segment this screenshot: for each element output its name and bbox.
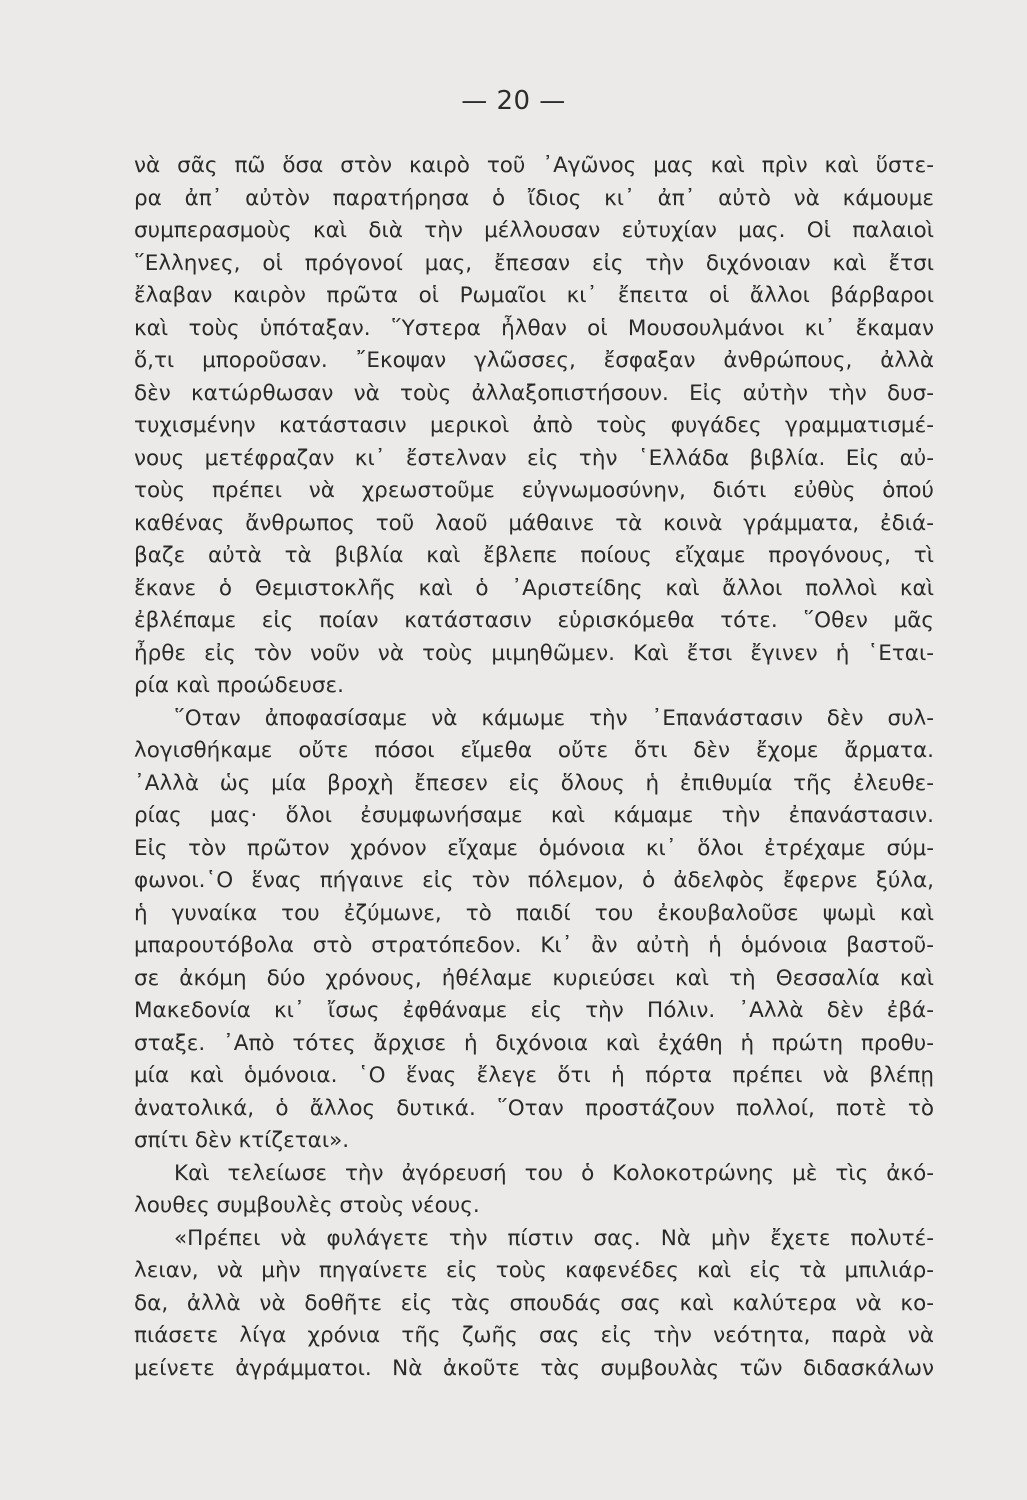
text-line: καθένας ἄνθρωπος τοῦ λαοῦ μάθαινε τὰ κοινὰ γράμματα, ἐδιά- (134, 510, 934, 536)
text-line: ρία καὶ προώδευσε. (134, 673, 344, 698)
text-line: δὲν κατώρθωσαν νὰ τοὺς ἀλλαξοπιστήσουν. Εἰς αὐτὴν τὴν δυσ- (134, 380, 934, 406)
text-line: πιάσετε λίγα χρόνια τῆς ζωῆς σας εἰς τὴν νεότητα, παρὰ νὰ (134, 1323, 934, 1348)
body-text (134, 150, 934, 1385)
text-line: «Πρέπει νὰ φυλάγετε τὴν πίστιν σας. Νὰ μὴν ἔχετε πολυτέ- (174, 1225, 934, 1251)
text-line: νὰ σᾶς πῶ ὅσα στὸν καιρὸ τοῦ ᾽Αγῶνος μας καὶ πρὶν καὶ ὕστε- (134, 153, 934, 178)
text-line: ἔκανε ὁ Θεμιστοκλῆς καὶ ὁ ᾽Αριστείδης καὶ ἄλλοι πολλοὶ καὶ (134, 575, 934, 601)
text-line: σε ἀκόμη δύο χρόνους, ἠθέλαμε κυριεύσει καὶ τὴ Θεσσαλία καὶ (134, 965, 934, 991)
text-line: μπαρουτόβολα στὸ στρατόπεδον. Κι᾽ ἂν αὐτὴ ἡ ὁμόνοια βαστοῦ- (134, 933, 934, 958)
text-line: δα, ἀλλὰ νὰ δοθῆτε εἰς τὰς σπουδάς σας καὶ καλύτερα νὰ κο- (134, 1290, 934, 1316)
text-line: ἀνατολικά, ὁ ἄλλος δυτικά. ῞Οταν προστάζουν πολλοί, ποτὲ τὸ (134, 1095, 934, 1121)
text-line: ρα ἀπ᾽ αὐτὸν παρατήρησα ὁ ἴδιος κι᾽ ἀπ᾽ αὐτὸ νὰ κάμουμε (134, 185, 934, 211)
text-line: μείνετε ἀγράμματοι. Νὰ ἀκοῦτε τὰς συμβουλὰς τῶν διδασκάλων (134, 1355, 934, 1381)
text-line: ῞Οταν ἀποφασίσαμε νὰ κάμωμε τὴν ᾽Επανάστασιν δὲν συλ- (174, 705, 934, 731)
text-line: σταξε. ᾽Απὸ τότες ἄρχισε ἡ διχόνοια καὶ ἐχάθη ἡ πρώτη προθυ- (134, 1030, 934, 1056)
text-line: ἐβλέπαμε εἰς ποίαν κατάστασιν εὑρισκόμεθα τότε. ῞Οθεν μᾶς (134, 608, 934, 633)
text-line: μία καὶ ὁμόνοια. ῾Ο ἕνας ἔλεγε ὅτι ἡ πόρτα πρέπει νὰ βλέπῃ (134, 1063, 934, 1088)
page-number: — 20 — (461, 86, 566, 116)
text-line: σπίτι δὲν κτίζεται». (134, 1128, 350, 1153)
text-line: τοὺς πρέπει νὰ χρεωστοῦμε εὐγνωμοσύνην, διότι εὐθὺς ὁπού (134, 478, 934, 503)
text-line: τυχισμένην κατάστασιν μερικοὶ ἀπὸ τοὺς φυγάδες γραμματισμέ- (134, 413, 934, 438)
text-line: Καὶ τελείωσε τὴν ἀγόρευσή του ὁ Κολοκοτρώνης μὲ τὶς ἀκό- (174, 1160, 934, 1186)
text-line: ἦρθε εἰς τὸν νοῦν νὰ τοὺς μιμηθῶμεν. Καὶ ἔτσι ἔγινεν ἡ ῾Εται- (134, 640, 934, 666)
text-line: καὶ τοὺς ὑπόταξαν. ῞Υστερα ἦλθαν οἱ Μουσουλμάνοι κι᾽ ἔκαμαν (134, 315, 934, 341)
text-line: βαζε αὐτὰ τὰ βιβλία καὶ ἔβλεπε ποίους εἴχαμε προγόνους, τὶ (134, 543, 934, 568)
text-line: λουθες συμβουλὲς στοὺς νέους. (134, 1193, 480, 1218)
text-line: ᾽Αλλὰ ὡς μία βροχὴ ἔπεσεν εἰς ὅλους ἡ ἐπιθυμία τῆς ἐλευθε- (134, 770, 934, 796)
text-line: φωνοι.῾Ο ἕνας πήγαινε εἰς τὸν πόλεμον, ὁ ἀδελφὸς ἔφερνε ξύλα, (134, 868, 934, 893)
text-line: λειαν, νὰ μὴν πηγαίνετε εἰς τοὺς καφενέδες καὶ εἰς τὰ μπιλιάρ- (134, 1258, 934, 1283)
text-line: νους μετέφραζαν κι᾽ ἔστελναν εἰς τὴν ῾Ελλάδα βιβλία. Εἰς αὐ- (134, 445, 934, 471)
text-line: λογισθήκαμε οὔτε πόσοι εἴμεθα οὔτε ὅτι δὲν ἔχομε ἄρματα. (134, 738, 934, 763)
text-line: ὅ,τι μποροῦσαν. ῎Εκοψαν γλῶσσες, ἔσφαξαν ἀνθρώπους, ἀλλὰ (134, 348, 934, 373)
text-line: συμπερασμοὺς καὶ διὰ τὴν μέλλουσαν εὐτυχίαν μας. Οἱ παλαιοὶ (134, 218, 934, 243)
text-line: ἡ γυναίκα του ἐζύμωνε, τὸ παιδί του ἐκουβαλοῦσε ψωμὶ καὶ (134, 900, 934, 926)
text-line: Εἰς τὸν πρῶτον χρόνον εἴχαμε ὁμόνοια κι᾽ ὅλοι ἐτρέχαμε σύμ- (134, 835, 934, 861)
text-line: ῞Ελληνες, οἱ πρόγονοί μας, ἔπεσαν εἰς τὴν διχόνοιαν καὶ ἔτσι (134, 250, 934, 276)
text-line: Μακεδονία κι᾽ ἴσως ἐφθάναμε εἰς τὴν Πόλιν. ᾽Αλλὰ δὲν ἐβά- (134, 998, 934, 1023)
text-line: ἔλαβαν καιρὸν πρῶτα οἱ Ρωμαῖοι κι᾽ ἔπειτα οἱ ἄλλοι βάρβαροι (134, 283, 934, 308)
text-line: ρίας μας· ὅλοι ἐσυμφωνήσαμε καὶ κάμαμε τὴν ἐπανάστασιν. (134, 803, 934, 828)
